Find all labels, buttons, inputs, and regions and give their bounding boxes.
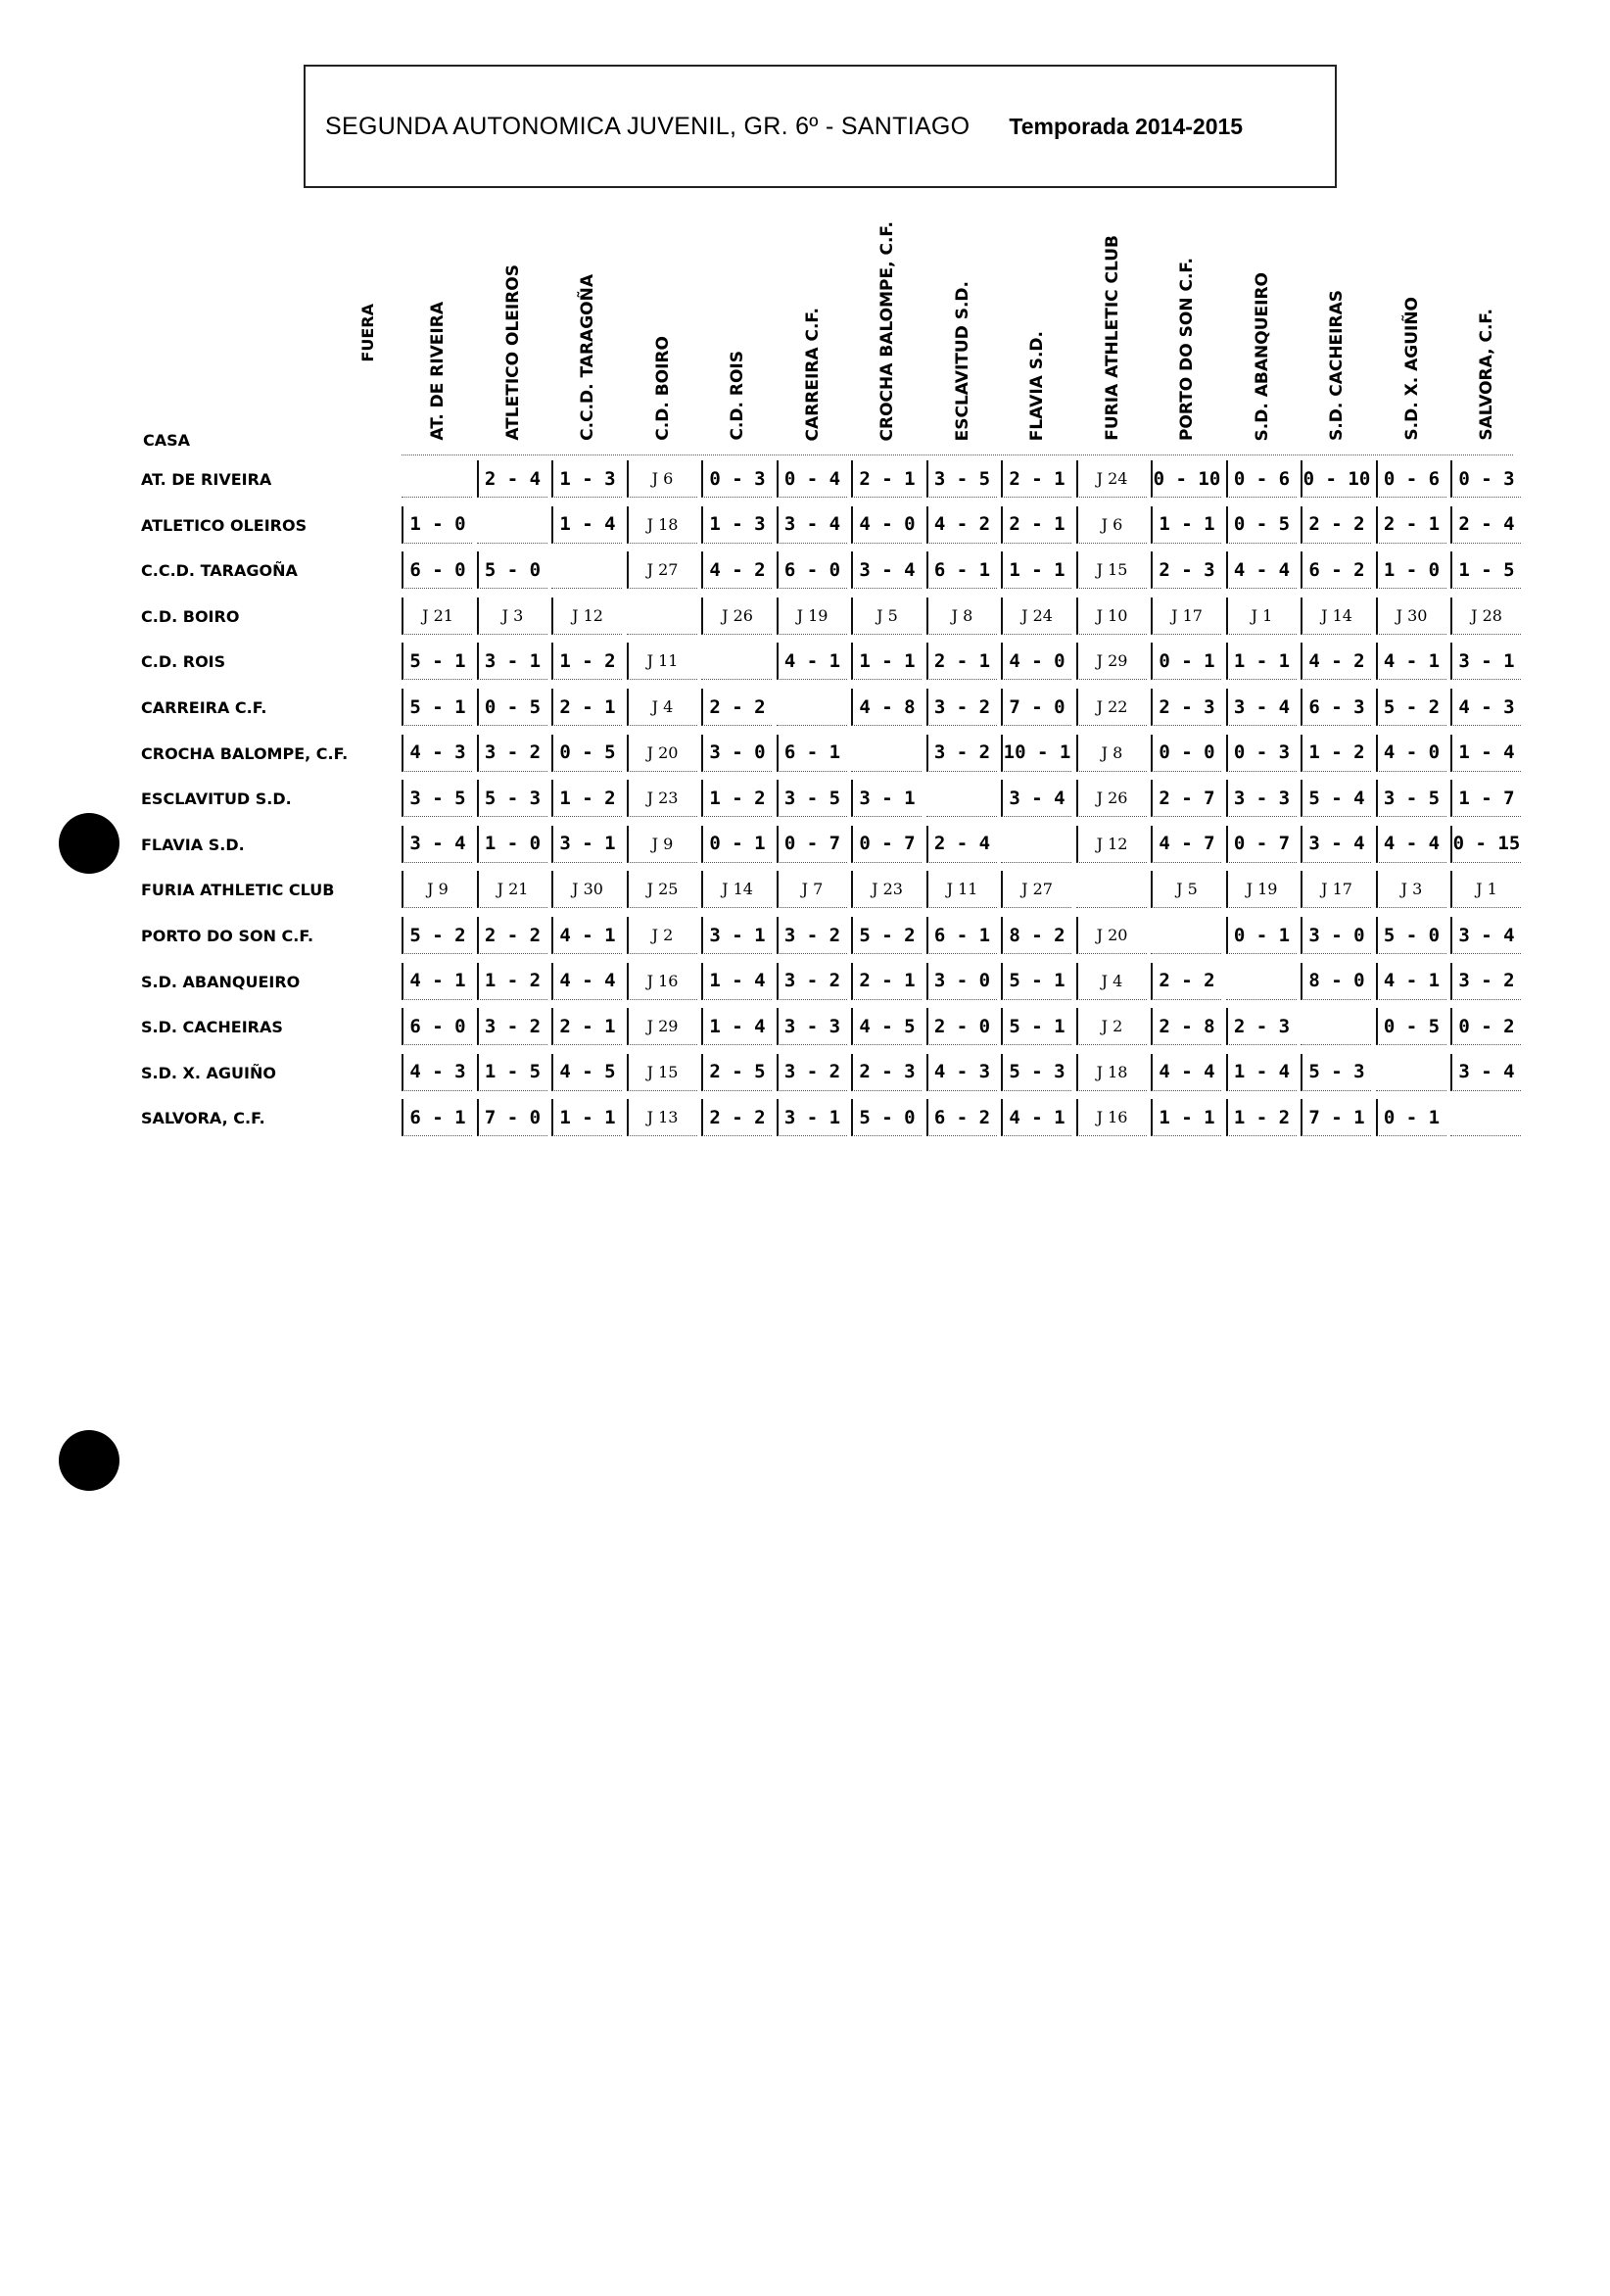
score-cell: 1 - 2 (551, 643, 622, 680)
score-cell: 1 - 4 (701, 1008, 772, 1045)
score-cell: 7 - 0 (477, 1099, 547, 1136)
score-cell: 3 - 4 (1450, 917, 1521, 954)
row-label: CARREIRA C.F. (141, 698, 267, 717)
score-cell: 4 - 4 (551, 963, 622, 1000)
score-cell: 1 - 2 (477, 963, 547, 1000)
score-cell: 3 - 2 (1450, 963, 1521, 1000)
column-header (798, 220, 828, 441)
score-cell: 6 - 1 (402, 1099, 472, 1136)
round-cell: J 30 (551, 871, 622, 908)
score-cell: 3 - 1 (701, 917, 772, 954)
column-header (423, 220, 452, 441)
score-cell: 5 - 0 (851, 1099, 922, 1136)
score-cell: 3 - 4 (1450, 1054, 1521, 1091)
round-cell: J 13 (627, 1099, 697, 1136)
column-header (1098, 220, 1127, 441)
score-cell: 0 - 5 (1226, 506, 1297, 544)
score-cell: 5 - 4 (1301, 780, 1371, 817)
punch-hole-bottom (59, 1430, 119, 1491)
column-header (648, 220, 678, 441)
score-cell: 2 - 3 (1226, 1008, 1297, 1045)
title-box (304, 65, 1337, 188)
score-cell: 1 - 0 (402, 506, 472, 544)
away-label-text: FUERA (358, 304, 377, 362)
round-cell: J 11 (627, 643, 697, 680)
score-cell: 1 - 4 (1226, 1054, 1297, 1091)
score-cell: 1 - 1 (851, 643, 922, 680)
score-cell: 4 - 3 (1450, 689, 1521, 726)
score-cell: 1 - 2 (701, 780, 772, 817)
row-label: S.D. CACHEIRAS (141, 1018, 283, 1037)
column-header-text: FLAVIA S.D. (1027, 330, 1047, 441)
score-cell: 6 - 2 (926, 1099, 997, 1136)
score-cell: 2 - 3 (1151, 551, 1221, 589)
column-header-text: AT. DE RIVEIRA (428, 302, 448, 441)
score-cell: 2 - 4 (477, 460, 547, 498)
column-header (873, 220, 902, 441)
column-header-text: PORTO DO SON C.F. (1177, 257, 1197, 441)
score-cell: 2 - 1 (1001, 506, 1071, 544)
score-cell: 8 - 2 (1001, 917, 1071, 954)
score-cell: 0 - 6 (1226, 460, 1297, 498)
grid-top-rule (402, 454, 1513, 455)
score-cell: 1 - 1 (551, 1099, 622, 1136)
score-cell: 3 - 2 (477, 735, 547, 772)
score-cell: 3 - 0 (1301, 917, 1371, 954)
round-cell: J 7 (777, 871, 847, 908)
diagonal-empty-cell (477, 506, 547, 544)
column-header (1322, 220, 1351, 441)
round-cell: J 18 (627, 506, 697, 544)
score-cell: 7 - 0 (1001, 689, 1071, 726)
score-cell: 2 - 1 (551, 689, 622, 726)
score-cell: 5 - 1 (1001, 1008, 1071, 1045)
score-cell: 1 - 4 (1450, 735, 1521, 772)
score-cell: 1 - 7 (1450, 780, 1521, 817)
score-cell: 3 - 5 (1376, 780, 1446, 817)
diagonal-empty-cell (1151, 917, 1221, 954)
score-cell: 3 - 4 (777, 506, 847, 544)
score-cell: 8 - 0 (1301, 963, 1371, 1000)
score-cell: 0 - 5 (551, 735, 622, 772)
score-cell: 4 - 2 (701, 551, 772, 589)
round-cell: J 20 (1076, 917, 1147, 954)
round-cell: J 12 (1076, 826, 1147, 863)
score-cell: 5 - 2 (1376, 689, 1446, 726)
score-cell: 6 - 0 (777, 551, 847, 589)
diagonal-empty-cell (1076, 871, 1147, 908)
round-cell: J 27 (627, 551, 697, 589)
score-cell: 4 - 2 (926, 506, 997, 544)
column-header (1022, 220, 1052, 441)
score-cell: 2 - 8 (1151, 1008, 1221, 1045)
row-label: ESCLAVITUD S.D. (141, 789, 292, 809)
diagonal-empty-cell (851, 735, 922, 772)
diagonal-empty-cell (701, 643, 772, 680)
diagonal-empty-cell (926, 780, 997, 817)
row-label: C.C.D. TARAGOÑA (141, 561, 298, 581)
column-header-text: C.D. BOIRO (652, 336, 673, 441)
round-cell: J 24 (1076, 460, 1147, 498)
diagonal-empty-cell (627, 598, 697, 635)
score-cell: 2 - 4 (1450, 506, 1521, 544)
diagonal-empty-cell (551, 551, 622, 589)
season-label: Temporada 2014-2015 (1009, 113, 1244, 139)
score-cell: 0 - 3 (1450, 460, 1521, 498)
column-header-text: FURIA ATHLETIC CLUB (1102, 235, 1122, 441)
score-cell: 3 - 5 (926, 460, 997, 498)
round-cell: J 16 (627, 963, 697, 1000)
score-cell: 3 - 0 (926, 963, 997, 1000)
score-cell: 5 - 0 (1376, 917, 1446, 954)
round-cell: J 22 (1076, 689, 1147, 726)
row-label: C.D. BOIRO (141, 606, 240, 626)
column-header (1172, 220, 1202, 441)
round-cell: J 4 (627, 689, 697, 726)
round-cell: J 21 (477, 871, 547, 908)
score-cell: 5 - 1 (1001, 963, 1071, 1000)
round-cell: J 17 (1301, 871, 1371, 908)
score-cell: 0 - 5 (477, 689, 547, 726)
score-cell: 3 - 5 (402, 780, 472, 817)
round-cell: J 8 (1076, 735, 1147, 772)
round-cell: J 8 (926, 598, 997, 635)
row-label: S.D. X. AGUIÑO (141, 1063, 276, 1082)
round-cell: J 2 (1076, 1008, 1147, 1045)
score-cell: 3 - 1 (851, 780, 922, 817)
score-cell: 1 - 0 (1376, 551, 1446, 589)
diagonal-empty-cell (402, 460, 472, 498)
score-cell: 4 - 2 (1301, 643, 1371, 680)
column-header-text: SALVORA, C.F. (1477, 309, 1496, 441)
score-cell: 0 - 0 (1151, 735, 1221, 772)
round-cell: J 19 (777, 598, 847, 635)
round-cell: J 15 (1076, 551, 1147, 589)
round-cell: J 3 (477, 598, 547, 635)
column-header-text: S.D. ABANQUEIRO (1252, 271, 1272, 441)
score-cell: 4 - 3 (402, 1054, 472, 1091)
round-cell: J 30 (1376, 598, 1446, 635)
column-header-text: ATLETICO OLEIROS (502, 264, 523, 441)
column-header (498, 220, 528, 441)
round-cell: J 26 (701, 598, 772, 635)
round-cell: J 1 (1450, 871, 1521, 908)
round-cell: J 12 (551, 598, 622, 635)
score-cell: 6 - 1 (926, 551, 997, 589)
score-cell: 1 - 1 (1151, 506, 1221, 544)
score-cell: 3 - 4 (1226, 689, 1297, 726)
row-label: PORTO DO SON C.F. (141, 927, 314, 945)
score-cell: 0 - 1 (1151, 643, 1221, 680)
score-cell: 4 - 1 (777, 643, 847, 680)
score-cell: 0 - 10 (1301, 460, 1371, 498)
score-cell: 1 - 3 (551, 460, 622, 498)
score-cell: 4 - 0 (851, 506, 922, 544)
score-cell: 4 - 5 (851, 1008, 922, 1045)
score-cell: 3 - 1 (477, 643, 547, 680)
column-header-text: S.D. X. AGUIÑO (1401, 297, 1422, 441)
score-cell: 3 - 2 (926, 689, 997, 726)
round-cell: J 9 (402, 871, 472, 908)
score-cell: 3 - 1 (551, 826, 622, 863)
score-cell: 4 - 7 (1151, 826, 1221, 863)
score-cell: 2 - 0 (926, 1008, 997, 1045)
home-label (143, 431, 190, 450)
column-header (1248, 220, 1277, 441)
score-cell: 6 - 0 (402, 1008, 472, 1045)
score-cell: 3 - 5 (777, 780, 847, 817)
score-cell: 6 - 3 (1301, 689, 1371, 726)
score-cell: 0 - 3 (1226, 735, 1297, 772)
round-cell: J 29 (1076, 643, 1147, 680)
score-cell: 1 - 1 (1226, 643, 1297, 680)
score-cell: 1 - 2 (1226, 1099, 1297, 1136)
score-cell: 1 - 4 (551, 506, 622, 544)
score-cell: 3 - 4 (1301, 826, 1371, 863)
score-cell: 1 - 1 (1151, 1099, 1221, 1136)
score-cell: 2 - 5 (701, 1054, 772, 1091)
score-cell: 4 - 5 (551, 1054, 622, 1091)
diagonal-empty-cell (1450, 1099, 1521, 1136)
round-cell: J 25 (627, 871, 697, 908)
score-cell: 4 - 0 (1001, 643, 1071, 680)
score-cell: 1 - 3 (701, 506, 772, 544)
column-header-text: C.D. ROIS (728, 351, 747, 441)
punch-hole-top (59, 813, 119, 874)
round-cell: J 20 (627, 735, 697, 772)
score-cell: 0 - 7 (851, 826, 922, 863)
score-cell: 3 - 4 (851, 551, 922, 589)
score-cell: 2 - 2 (701, 689, 772, 726)
score-cell: 5 - 3 (1001, 1054, 1071, 1091)
score-cell: 3 - 4 (1001, 780, 1071, 817)
score-cell: 4 - 3 (926, 1054, 997, 1091)
row-label: CROCHA BALOMPE, C.F. (141, 743, 349, 763)
score-cell: 3 - 0 (701, 735, 772, 772)
score-cell: 4 - 1 (402, 963, 472, 1000)
score-cell: 0 - 5 (1376, 1008, 1446, 1045)
score-cell: 5 - 2 (851, 917, 922, 954)
column-header-text: CROCHA BALOMPE, C.F. (877, 220, 897, 441)
score-cell: 2 - 2 (1301, 506, 1371, 544)
score-cell: 1 - 2 (1301, 735, 1371, 772)
score-cell: 2 - 7 (1151, 780, 1221, 817)
score-cell: 3 - 2 (777, 963, 847, 1000)
score-cell: 2 - 3 (851, 1054, 922, 1091)
score-cell: 0 - 15 (1450, 826, 1521, 863)
round-cell: J 2 (627, 917, 697, 954)
score-cell: 4 - 8 (851, 689, 922, 726)
round-cell: J 3 (1376, 871, 1446, 908)
round-cell: J 4 (1076, 963, 1147, 1000)
diagonal-empty-cell (777, 689, 847, 726)
score-cell: 2 - 2 (1151, 963, 1221, 1000)
score-cell: 4 - 1 (551, 917, 622, 954)
page-title: SEGUNDA AUTONOMICA JUVENIL, GR. 6º - SANTIAGO (325, 112, 971, 140)
diagonal-empty-cell (1001, 826, 1071, 863)
column-header (723, 220, 752, 441)
score-cell: 0 - 4 (777, 460, 847, 498)
away-label (358, 304, 377, 362)
score-cell: 3 - 1 (1450, 643, 1521, 680)
round-cell: J 21 (402, 598, 472, 635)
score-cell: 3 - 2 (777, 917, 847, 954)
score-cell: 3 - 3 (1226, 780, 1297, 817)
round-cell: J 23 (627, 780, 697, 817)
round-cell: J 28 (1450, 598, 1521, 635)
diagonal-empty-cell (1226, 963, 1297, 1000)
score-cell: 0 - 7 (1226, 826, 1297, 863)
score-cell: 2 - 1 (551, 1008, 622, 1045)
diagonal-empty-cell (1376, 1054, 1446, 1091)
round-cell: J 5 (851, 598, 922, 635)
score-cell: 2 - 1 (851, 963, 922, 1000)
score-cell: 2 - 2 (701, 1099, 772, 1136)
score-cell: 10 - 1 (1001, 735, 1071, 772)
score-cell: 3 - 4 (402, 826, 472, 863)
score-cell: 2 - 4 (926, 826, 997, 863)
score-cell: 0 - 6 (1376, 460, 1446, 498)
column-header-text: S.D. CACHEIRAS (1327, 290, 1347, 441)
score-cell: 4 - 3 (402, 735, 472, 772)
round-cell: J 9 (627, 826, 697, 863)
score-cell: 3 - 2 (926, 735, 997, 772)
score-cell: 0 - 7 (777, 826, 847, 863)
column-header-text: CARREIRA C.F. (802, 307, 823, 441)
column-header (948, 220, 977, 441)
round-cell: J 10 (1076, 598, 1147, 635)
score-cell: 2 - 3 (1151, 689, 1221, 726)
score-cell: 2 - 1 (926, 643, 997, 680)
row-label: C.D. ROIS (141, 652, 226, 672)
column-header-text: ESCLAVITUD S.D. (952, 280, 972, 441)
score-cell: 4 - 4 (1226, 551, 1297, 589)
round-cell: J 6 (627, 460, 697, 498)
round-cell: J 14 (1301, 598, 1371, 635)
score-cell: 4 - 1 (1001, 1099, 1071, 1136)
row-label: FLAVIA S.D. (141, 835, 245, 854)
round-cell: J 29 (627, 1008, 697, 1045)
column-header (573, 220, 602, 441)
score-cell: 1 - 4 (701, 963, 772, 1000)
score-cell: 6 - 0 (402, 551, 472, 589)
round-cell: J 18 (1076, 1054, 1147, 1091)
score-cell: 0 - 3 (701, 460, 772, 498)
round-cell: J 26 (1076, 780, 1147, 817)
column-header (1472, 220, 1501, 441)
score-cell: 1 - 1 (1001, 551, 1071, 589)
row-label: AT. DE RIVEIRA (141, 470, 272, 489)
round-cell: J 16 (1076, 1099, 1147, 1136)
score-cell: 5 - 1 (402, 643, 472, 680)
round-cell: J 1 (1226, 598, 1297, 635)
row-label: FURIA ATHLETIC CLUB (141, 881, 335, 900)
score-cell: 4 - 1 (1376, 963, 1446, 1000)
score-cell: 1 - 2 (551, 780, 622, 817)
column-header-text: C.C.D. TARAGOÑA (578, 274, 597, 441)
score-cell: 2 - 1 (851, 460, 922, 498)
score-cell: 3 - 3 (777, 1008, 847, 1045)
home-label-text: CASA (143, 431, 191, 450)
row-label: ATLETICO OLEIROS (141, 515, 308, 535)
score-cell: 1 - 0 (477, 826, 547, 863)
round-cell: J 27 (1001, 871, 1071, 908)
score-cell: 5 - 3 (477, 780, 547, 817)
score-cell: 0 - 2 (1450, 1008, 1521, 1045)
score-cell: 4 - 0 (1376, 735, 1446, 772)
diagonal-empty-cell (1301, 1008, 1371, 1045)
round-cell: J 17 (1151, 598, 1221, 635)
score-cell: 3 - 2 (477, 1008, 547, 1045)
round-cell: J 11 (926, 871, 997, 908)
score-cell: 5 - 2 (402, 917, 472, 954)
score-cell: 5 - 1 (402, 689, 472, 726)
round-cell: J 6 (1076, 506, 1147, 544)
score-cell: 6 - 1 (777, 735, 847, 772)
score-cell: 0 - 1 (1376, 1099, 1446, 1136)
score-cell: 3 - 2 (777, 1054, 847, 1091)
column-header (1397, 220, 1427, 441)
score-cell: 1 - 5 (477, 1054, 547, 1091)
round-cell: J 15 (627, 1054, 697, 1091)
score-cell: 5 - 3 (1301, 1054, 1371, 1091)
score-cell: 4 - 1 (1376, 643, 1446, 680)
score-cell: 3 - 1 (777, 1099, 847, 1136)
round-cell: J 23 (851, 871, 922, 908)
score-cell: 7 - 1 (1301, 1099, 1371, 1136)
score-cell: 0 - 1 (701, 826, 772, 863)
score-cell: 0 - 10 (1151, 460, 1221, 498)
round-cell: J 24 (1001, 598, 1071, 635)
row-label: S.D. ABANQUEIRO (141, 972, 301, 991)
score-cell: 6 - 2 (1301, 551, 1371, 589)
score-cell: 0 - 1 (1226, 917, 1297, 954)
score-cell: 6 - 1 (926, 917, 997, 954)
score-cell: 4 - 4 (1151, 1054, 1221, 1091)
round-cell: J 5 (1151, 871, 1221, 908)
score-cell: 5 - 0 (477, 551, 547, 589)
round-cell: J 19 (1226, 871, 1297, 908)
score-cell: 2 - 1 (1001, 460, 1071, 498)
score-cell: 2 - 1 (1376, 506, 1446, 544)
score-cell: 1 - 5 (1450, 551, 1521, 589)
round-cell: J 14 (701, 871, 772, 908)
row-label: SALVORA, C.F. (141, 1109, 265, 1128)
score-cell: 2 - 2 (477, 917, 547, 954)
score-cell: 4 - 4 (1376, 826, 1446, 863)
